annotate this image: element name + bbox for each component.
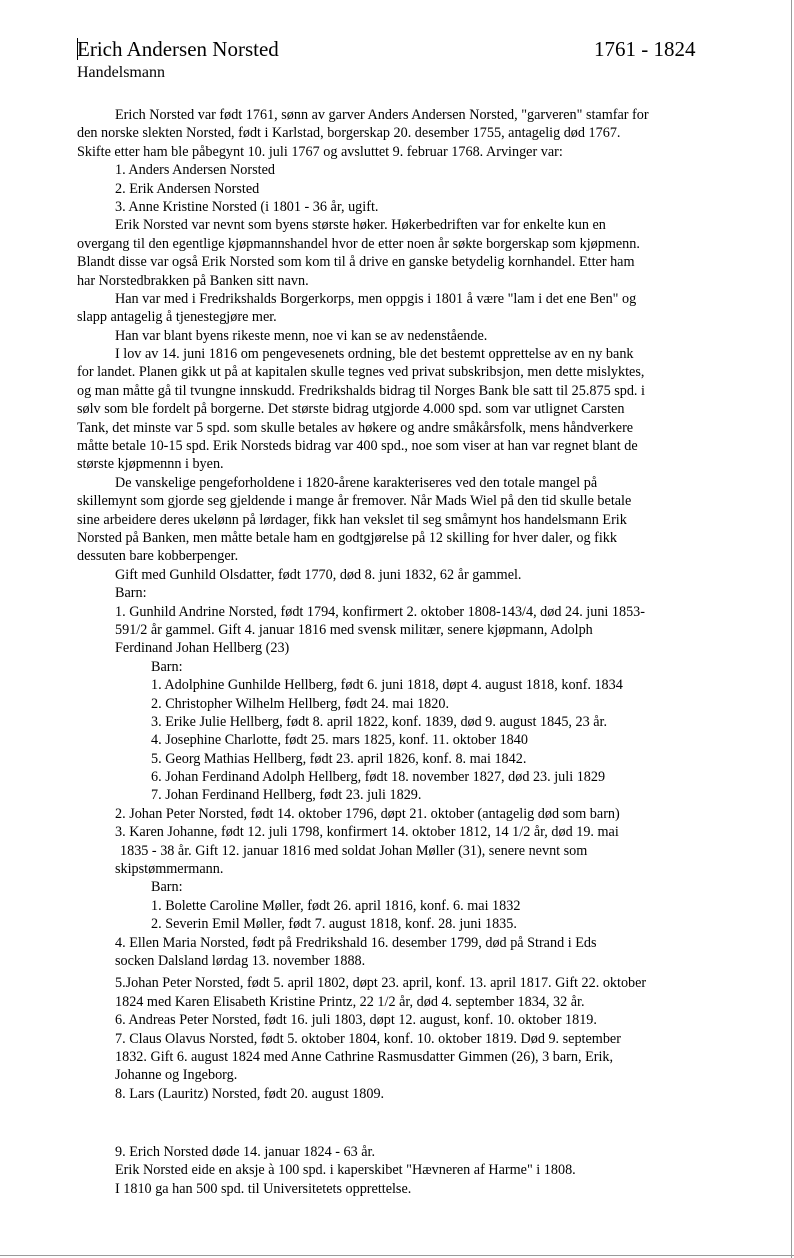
text-line: sølv som ble fordelt på borgerne. Det største bidrag utgjorde 4.000 spd. som var utlignet Carsten <box>77 401 625 418</box>
life-years[interactable]: 1761 - 1824 <box>594 37 696 61</box>
text-line: sine arbeidere deres ukelønn på lørdager, fikk han vekslet til seg småmynt hos handelsmann Erik <box>77 511 627 528</box>
text-line: Han var blant byens rikeste menn, noe vi kan se av nedenstående. <box>115 327 488 344</box>
text-line: den norske slekten Norsted, født i Karlstad, borgerskap 20. desember 1755, antagelig død 1767. <box>77 125 621 142</box>
text-line: overgang til den egentlige kjøpmannshandel hvor de etter noen år søkte borgerskap som kjøpmenn. <box>77 235 640 252</box>
text-line: Erik Norsted eide en aksje à 100 spd. i kaperskibet "Hævneren af Harme" i 1808. <box>115 1162 576 1179</box>
text-line: 4. Ellen Maria Norsted, født på Fredrikshald 16. desember 1799, død på Strand i Eds <box>115 934 597 951</box>
text-line: 2. Christopher Wilhelm Hellberg, født 24. mai 1820. <box>151 695 449 712</box>
text-line: Ferdinand Johan Hellberg (23) <box>115 640 290 657</box>
text-line: 3. Anne Kristine Norsted (i 1801 - 36 år, ugift. <box>115 198 379 215</box>
text-line: skipstømmermann. <box>115 861 224 878</box>
text-line: Johanne og Ingeborg. <box>115 1067 238 1084</box>
text-line: Erich Norsted var født 1761, sønn av garver Anders Andersen Norsted, "garveren" stamfar for <box>115 107 649 123</box>
spacer <box>77 1103 717 1143</box>
text-line: 9. Erich Norsted døde 14. januar 1824 - 63 år. <box>115 1144 376 1161</box>
document-body[interactable] <box>77 106 717 1198</box>
text-line: Barn: <box>151 658 183 675</box>
text-line: 1. Gunhild Andrine Norsted, født 1794, konfirmert 2. oktober 1808-143/4, død 24. juni 1853- <box>115 603 646 620</box>
text-line: Barn: <box>151 879 183 896</box>
text-line: I 1810 ga han 500 spd. til Universitetets opprettelse. <box>115 1180 412 1197</box>
document-title[interactable]: Erich Andersen Norsted <box>77 37 279 61</box>
text-line: 3. Erike Julie Hellberg, født 8. april 1822, konf. 1839, død 9. august 1845, 23 år. <box>151 713 608 730</box>
text-line: 5.Johan Peter Norsted, født 5. april 1802, døpt 23. april, konf. 13. april 1817. Gift 22. oktober <box>115 975 647 992</box>
text-line: Norsted på Banken, men måtte betale ham en godtgjørelse på 12 skilling for hver daler, og fikk <box>77 529 617 546</box>
text-line: 1824 med Karen Elisabeth Kristine Printz, 22 1/2 år, død 4. september 1834, 32 år. <box>115 993 585 1010</box>
text-line: 3. Karen Johanne, født 12. juli 1798, konfirmert 14. oktober 1812, 14 1/2 år, død 19. mai <box>115 824 619 841</box>
text-line: 1832. Gift 6. august 1824 med Anne Cathrine Rasmusdatter Gimmen (26), 3 barn, Erik, <box>115 1048 614 1065</box>
text-line: skillemynt som gjorde seg gjeldende i mange år fremover. Når Mads Wiel på den tid skulle betale <box>77 493 632 510</box>
page-edge-bottom <box>0 1255 794 1256</box>
text-line: 1835 - 38 år. Gift 12. januar 1816 med soldat Johan Møller (31), senere nevnt som <box>120 842 588 859</box>
text-line: 2. Severin Emil Møller, født 7. august 1818, konf. 28. juni 1835. <box>151 916 517 933</box>
text-line: Barn: <box>115 585 147 602</box>
text-line: Erik Norsted var nevnt som byens største høker. Høkerbedriften var for enkelte kun en <box>115 217 606 234</box>
text-line: 8. Lars (Lauritz) Norsted, født 20. august 1809. <box>115 1085 385 1102</box>
occupation-subtitle[interactable]: Handelsmann <box>77 64 165 81</box>
text-line: 1. Anders Andersen Norsted <box>115 162 275 179</box>
text-line: dessuten bare kobberpenger. <box>77 548 239 565</box>
text-line: 2. Erik Andersen Norsted <box>115 180 260 197</box>
text-line: måtte betale 10-15 spd. Erik Norsteds bidrag var 400 spd., noe som viser at han var regnet blant de <box>77 438 638 455</box>
text-line: for landet. Planen gikk ut på at kapitalen skulle tegnes ved privat subskribsjon, men dette mislyktes, <box>77 364 645 381</box>
text-line: 4. Josephine Charlotte, født 25. mars 1825, konf. 11. oktober 1840 <box>151 732 528 749</box>
text-line: slapp antagelig å tjenestegjøre mer. <box>77 309 277 326</box>
text-line: De vanskelige pengeforholdene i 1820-årene karakteriseres ved den totale mangel på <box>115 474 598 491</box>
text-line: 7. Johan Ferdinand Hellberg, født 23. juli 1829. <box>151 787 422 804</box>
text-line: Skifte etter ham ble påbegynt 10. juli 1767 og avsluttet 9. februar 1768. Arvinger var: <box>77 143 563 160</box>
text-line: 6. Andreas Peter Norsted, født 16. juli 1803, døpt 12. august, konf. 10. oktober 1819. <box>115 1012 597 1029</box>
text-line: 2. Johan Peter Norsted, født 14. oktober 1796, døpt 21. oktober (antagelig død som barn) <box>115 805 620 822</box>
text-line: Han var med i Fredrikshalds Borgerkorps, men oppgis i 1801 å være "lam i det ene Ben" og <box>115 290 637 307</box>
text-line: Gift med Gunhild Olsdatter, født 1770, død 8. juni 1832, 62 år gammel. <box>115 566 522 583</box>
text-line: har Norstedbrakken på Banken sitt navn. <box>77 272 309 289</box>
text-line: 591/2 år gammel. Gift 4. januar 1816 med svensk militær, senere kjøpmann, Adolph <box>115 621 593 638</box>
text-line: 1. Bolette Caroline Møller, født 26. april 1816, konf. 6. mai 1832 <box>151 897 521 914</box>
text-line: og man måtte gå til tvungne innskudd. Fredrikshalds bidrag til Norges Bank ble satt til 25.875 spd. i <box>77 382 645 399</box>
text-line: I lov av 14. juni 1816 om pengevesenets ordning, ble det bestemt opprettelse av en ny bank <box>115 346 634 363</box>
text-line: Tank, det minste var 5 spd. som skulle betales av høkere og andre småkårsfolk, mens håndverkere <box>77 419 634 436</box>
text-line: Blandt disse var også Erik Norsted som kom til å drive en ganske betydelig kornhandel. Etter ham <box>77 254 635 271</box>
text-line: 1. Adolphine Gunhilde Hellberg, født 6. juni 1818, døpt 4. august 1818, konf. 1834 <box>151 677 623 694</box>
text-line: 5. Georg Mathias Hellberg, født 23. april 1826, konf. 8. mai 1842. <box>151 750 527 767</box>
text-line: socken Dalsland lørdag 13. november 1888. <box>115 952 366 969</box>
text-line: 7. Claus Olavus Norsted, født 5. oktober 1804, konf. 10. oktober 1819. Død 9. september <box>115 1030 621 1047</box>
text-line: 6. Johan Ferdinand Adolph Hellberg, født 18. november 1827, død 23. juli 1829 <box>151 769 606 786</box>
page-edge-right <box>791 0 792 1258</box>
text-line: største kjøpmennn i byen. <box>77 456 224 473</box>
